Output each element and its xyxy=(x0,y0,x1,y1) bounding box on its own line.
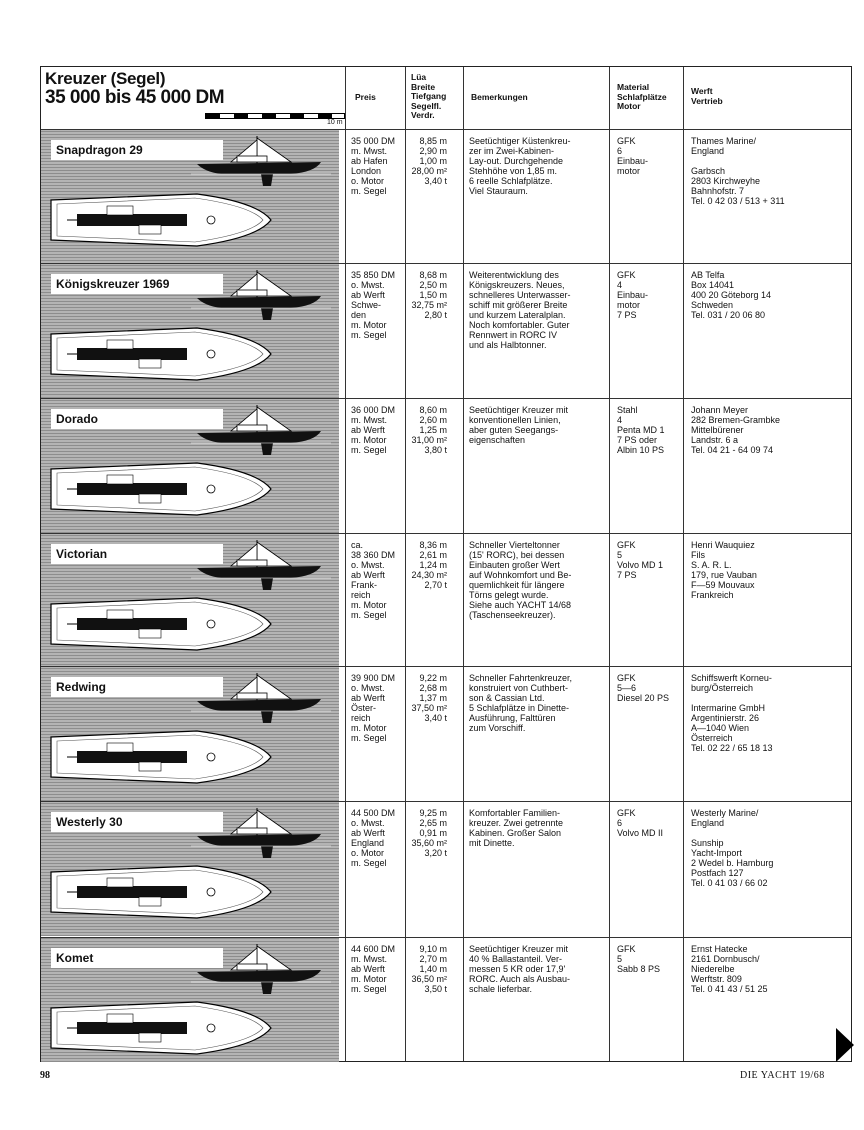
boat-deck-plan xyxy=(47,592,273,656)
boat-deck-plan xyxy=(47,322,273,386)
boat-row xyxy=(41,263,851,398)
boat-material: GFK 5 Volvo MD 1 7 PS xyxy=(617,540,664,580)
page-title: Kreuzer (Segel) xyxy=(45,69,166,88)
boat-remarks: Seetüchtiger Kreuzer mit 40 % Ballastanteil. Ver- messen 5 KR oder 17,9' RORC. Auch als Ausbau- schale lieferbar. xyxy=(469,944,571,994)
boat-name: Königskreuzer 1969 xyxy=(51,274,223,294)
boat-dimensions: 9,10 m 2,70 m 1,40 m 36,50 m² 3,50 t xyxy=(411,944,447,994)
price-range-title: 35 000 bis 45 000 DM xyxy=(45,87,225,108)
boat-material: GFK 5—6 Diesel 20 PS xyxy=(617,673,670,703)
boat-table xyxy=(40,66,852,1062)
boat-dimensions: 9,22 m 2,68 m 1,37 m 37,50 m² 3,40 t xyxy=(411,673,447,723)
boat-dimensions: 8,36 m 2,61 m 1,24 m 24,30 m² 2,70 t xyxy=(411,540,447,590)
boat-name: Westerly 30 xyxy=(51,812,223,832)
boat-dimensions: 8,60 m 2,60 m 1,25 m 31,00 m² 3,80 t xyxy=(411,405,447,455)
col-header-dims: Lüa Breite Tiefgang Segelfl. Verdr. xyxy=(411,72,447,120)
boat-row xyxy=(41,801,851,936)
boat-name: Dorado xyxy=(51,409,223,429)
boat-deck-plan xyxy=(47,188,273,252)
boat-illustration xyxy=(41,534,339,668)
boat-side-profile xyxy=(191,403,331,457)
boat-side-profile xyxy=(191,268,331,322)
boat-remarks: Komfortabler Familien- kreuzer. Zwei getrennte Kabinen. Großer Salon mit Dinette. xyxy=(469,808,564,848)
boat-remarks: Schneller Fahrtenkreuzer, konstruiert von Cuthbert- son & Cassian Ltd. 5 Schlafplätze in Dinette- Ausführung, Falttüren zum Vorschiff. xyxy=(469,673,573,733)
boat-price: 39 900 DM o. Mwst. ab Werft Öster- reich m. Motor m. Segel xyxy=(351,673,396,743)
boat-material: GFK 4 Einbau- motor 7 PS xyxy=(617,270,649,320)
boat-dimensions: 9,25 m 2,65 m 0,91 m 35,60 m² 3,20 t xyxy=(411,808,447,858)
scale-label: 10 m xyxy=(327,119,343,126)
boat-shipyard: Ernst Hatecke 2161 Dornbusch/ Niederelbe Werftstr. 809 Tel. 0 41 43 / 51 25 xyxy=(691,944,768,994)
col-header-preis: Preis xyxy=(355,92,376,102)
boat-illustration xyxy=(41,264,339,398)
boat-price: 35 000 DM m. Mwst. ab Hafen London o. Motor m. Segel xyxy=(351,136,396,196)
boat-material: GFK 6 Einbau- motor xyxy=(617,136,649,176)
boat-name: Snapdragon 29 xyxy=(51,140,223,160)
next-page-arrow-icon xyxy=(836,1028,854,1062)
col-header-bemerkungen: Bemerkungen xyxy=(471,92,528,102)
boat-row xyxy=(41,398,851,533)
boat-shipyard: Thames Marine/ England Garbsch 2803 Kirchweyhe Bahnhofstr. 7 Tel. 0 42 03 / 513 + 311 xyxy=(691,136,785,206)
boat-deck-plan xyxy=(47,996,273,1060)
boat-remarks: Seetüchtiger Kreuzer mit konventionellen Linien, aber guten Seegangs- eigenschaften xyxy=(469,405,569,445)
boat-illustration xyxy=(41,938,339,1062)
boat-material: Stahl 4 Penta MD 1 7 PS oder Albin 10 PS xyxy=(617,405,665,455)
boat-price: ca. 38 360 DM o. Mwst. ab Werft Frank- reich m. Motor m. Segel xyxy=(351,540,396,620)
magazine-issue: DIE YACHT 19/68 xyxy=(740,1070,825,1081)
boat-shipyard: AB Telfa Box 14041 400 20 Göteborg 14 Schweden Tel. 031 / 20 06 80 xyxy=(691,270,772,320)
boat-illustration xyxy=(41,667,339,801)
scale-bar xyxy=(205,113,345,119)
boat-price: 44 500 DM o. Mwst. ab Werft England o. Motor m. Segel xyxy=(351,808,396,868)
boat-row xyxy=(41,666,851,801)
boat-side-profile xyxy=(191,671,331,725)
boat-name: Victorian xyxy=(51,544,223,564)
boat-remarks: Weiterentwicklung des Königskreuzers. Neues, schnelleres Unterwasser- schiff mit größerer Breite und kurzem Lateralplan. Noch komfortabler. Guter Rennwert in RORC IV und als Halbtonner. xyxy=(469,270,571,350)
boat-side-profile xyxy=(191,806,331,860)
boat-deck-plan xyxy=(47,725,273,789)
boat-side-profile xyxy=(191,942,331,996)
boat-price: 36 000 DM m. Mwst. ab Werft m. Motor m. Segel xyxy=(351,405,396,455)
boat-side-profile xyxy=(191,134,331,188)
boat-deck-plan xyxy=(47,860,273,924)
boat-row xyxy=(41,129,851,264)
boat-illustration xyxy=(41,802,339,936)
boat-dimensions: 8,68 m 2,50 m 1,50 m 32,75 m² 2,80 t xyxy=(411,270,447,320)
boat-illustration xyxy=(41,130,339,264)
boat-shipyard: Westerly Marine/ England Sunship Yacht-Import 2 Wedel b. Hamburg Postfach 127 Tel. 0 41 03 / 66 02 xyxy=(691,808,774,888)
boat-shipyard: Henri Wauquiez Fils S. A. R. L. 179, rue Vauban F—59 Mouvaux Frankreich xyxy=(691,540,757,600)
boat-price: 35 850 DM o. Mwst. ab Werft Schwe- den m. Motor m. Segel xyxy=(351,270,396,340)
boat-illustration xyxy=(41,399,339,533)
boat-price: 44 600 DM m. Mwst. ab Werft m. Motor m. Segel xyxy=(351,944,396,994)
boat-deck-plan xyxy=(47,457,273,521)
boat-shipyard: Schiffswerft Korneu- burg/Österreich Intermarine GmbH Argentinierstr. 26 A—1040 Wien Österreich Tel. 02 22 / 65 18 13 xyxy=(691,673,773,753)
page-number: 98 xyxy=(40,1070,50,1081)
boat-name: Komet xyxy=(51,948,223,968)
boat-shipyard: Johann Meyer 282 Bremen-Grambke Mittelbürener Landstr. 6 a Tel. 04 21 - 64 09 74 xyxy=(691,405,781,455)
col-header-werft: Werft Vertrieb xyxy=(691,86,723,106)
boat-material: GFK 6 Volvo MD II xyxy=(617,808,664,838)
boat-dimensions: 8,85 m 2,90 m 1,00 m 28,00 m² 3,40 t xyxy=(411,136,447,186)
boat-material: GFK 5 Sabb 8 PS xyxy=(617,944,661,974)
boat-side-profile xyxy=(191,538,331,592)
boat-remarks: Seetüchtiger Küstenkreu- zer im Zwei-Kabinen- Lay-out. Durchgehende Stehhöhe von 1,85 m. 6 reelle Schlafplätze. Viel Stauraum. xyxy=(469,136,571,196)
col-header-material: Material Schlafplätze Motor xyxy=(617,82,667,111)
boat-name: Redwing xyxy=(51,677,223,697)
boat-row xyxy=(41,533,851,668)
boat-remarks: Schneller Vierteltonner (15' RORC), bei dessen Einbauten großer Wert auf Wohnkomfort und Be- quemlichkeit für längere Törns gelegt wurde. Siehe auch YACHT 14/68 (Taschenseekreuzer). xyxy=(469,540,572,620)
boat-row xyxy=(41,937,851,1062)
table-header xyxy=(41,67,851,129)
